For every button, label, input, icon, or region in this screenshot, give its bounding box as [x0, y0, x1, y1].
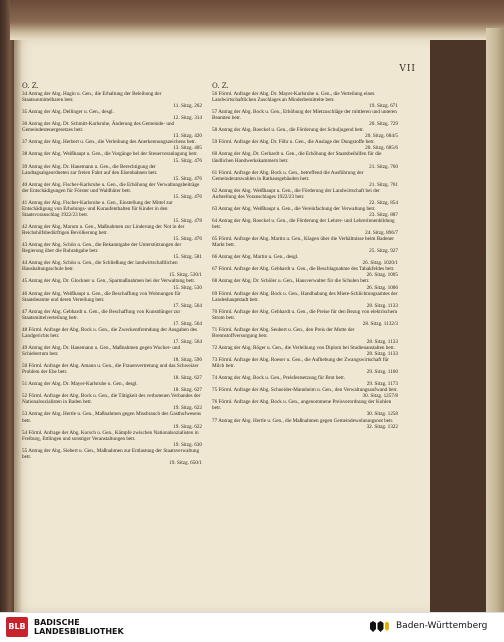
index-entry-text: 49 Antrag der Abg. Dr. Hanemann u. Gen., Maßnahmen gegen Wucher- und Schiebertum betr.: [22, 344, 181, 358]
index-entry-reference: 28. Sitzg. 1133: [366, 338, 398, 345]
index-entry-reference: 17. Sitzg. 564: [173, 302, 202, 309]
index-entry-reference: 24. Sitzg. 896/7: [365, 230, 398, 237]
book-page: [14, 40, 430, 612]
index-entry-text: 73 Förml. Anfrage der Abg. Roeser u. Gen., die Aufhebung der Zwangswirtschaft für Milch betr.: [212, 357, 389, 370]
index-entry-reference: 17. Sitzg. 564: [173, 320, 202, 327]
index-entry-text: 63 Antrag der Abg. Weißhaupt u. Gen., die Vereinfachung der Verwaltung betr.: [212, 205, 376, 212]
index-entry-text: 56 Förml. Anfrage der Abg. Dr. Mayer-Karlsruhe u. Gen., die Verteilung eines Landwirtschaftlichen Zuschlages an Minderbemittelte betr.: [212, 91, 375, 104]
column-header-right: O. Z.: [212, 82, 229, 90]
index-entry-text: 76 Förml. Anfrage der Abg. Bock u. Gen., angenommene Preisverordnung der Kohlen betr.: [212, 399, 392, 412]
column-header-left: O. Z.: [22, 82, 39, 90]
index-entry-text: 65 Förml. Anfrage der Abg. Martin u. Gen., Klagen über die Verhältnisse beim Badener Markt betr.: [212, 236, 394, 249]
index-entry-text: 35 Antrag der Abg. Dellinger u. Gen., desgl.: [22, 109, 114, 116]
index-entry: [22, 278, 202, 290]
index-entry: [212, 254, 398, 266]
index-entry-reference: 19. Sitzg. 622: [173, 423, 202, 430]
index-entry: [22, 121, 202, 139]
index-entry: [212, 375, 398, 387]
index-entry: [22, 363, 202, 381]
index-entry-text: 45 Antrag der Abg. Dr. Glockner u. Gen., Sparmaßnahmen bei der Verwaltung betr.: [22, 278, 196, 285]
index-entry-text: 77 Antrag der Abg. Hertle u. Gen., die Maßnahmen gegen Gemeindewohnungsnot betr.: [212, 417, 394, 424]
index-entry: [22, 430, 202, 448]
index-entry-text: 66 Antrag der Abg. Martin u. Gen., desgl.: [212, 254, 299, 261]
index-entry: [212, 236, 398, 254]
index-entry: [212, 357, 398, 375]
index-entry-text: 72 Antrag der Abg. Röger u. Gen., die Verleihung von Diplom bei Studienanstalten betr.: [212, 344, 395, 351]
index-entry-reference: 15. Sitzg. 581: [173, 254, 202, 261]
index-entry: [22, 448, 202, 466]
index-entry-text: 39 Antrag der Abg. Dr. Hanemann u. Gen., die Berechtigung der Landtagsabgeordneten zur freien Fahrt auf den Eisenbahnen betr.: [22, 163, 158, 176]
blb-logo-icon: BLB: [6, 617, 28, 637]
index-entry-text: 71 Förml. Anfrage der Abg. Seubert u. Gen., den Preis der Motte der Brennstoffversorgung betr.: [212, 326, 355, 339]
index-entry: [22, 200, 202, 224]
index-entry: [22, 139, 202, 151]
index-entry-reference: 26. Sitzg. 1020/1: [362, 260, 398, 267]
index-entry-text: 47 Antrag der Abg. Gebhardt u. Gen., die Beschaffung von Kunstdünger zur Staatsmittelverteilung betr.: [22, 308, 181, 321]
index-entry-text: 62 Antrag der Abg. Weißhaupt u. Gen., die Förderung der Landwirtschaft bei der Aufstellung des Voranschlages 1922/23 betr.: [212, 187, 380, 200]
index-entry-text: 69 Förml. Anfrage der Abg. Bock u. Gen., Handhabung des Miete-Schlichtungsamtes der Landeshauptstadt betr.: [212, 290, 398, 303]
index-entry-reference: 17. Sitzg. 564: [173, 338, 202, 345]
index-entry-reference: 32. Sitzg. 1322: [366, 423, 398, 430]
index-entry-reference: 11. Sitzg. 262: [173, 103, 202, 110]
index-entry-reference: 22. Sitzg. 854: [369, 199, 398, 206]
index-entry-reference: 20. Sitzg. 729: [369, 121, 398, 128]
index-entry-text: 50 Förml. Anfrage der Abg. Amann u. Gen., die Frauenvertretung und das Schweizer Problem der Ehe betr.: [22, 363, 199, 376]
index-entry: [212, 327, 398, 345]
index-entry: [22, 393, 202, 411]
index-entry-reference: 23. Sitzg. 887: [369, 211, 398, 218]
index-entry-reference: 13. Sitzg. 405: [173, 145, 202, 152]
index-entry-reference: 15. Sitzg. 478: [173, 217, 202, 224]
index-entry: [212, 91, 398, 109]
viewer-footer: [0, 612, 504, 642]
index-entry-reference: 18. Sitzg. 596: [173, 357, 202, 364]
index-entry: [212, 266, 398, 278]
index-entry-text: 38 Antrag der Abg. Weißhaupt u. Gen., die Vorgänge bei der Steuerveranlagung betr.: [22, 151, 198, 158]
index-entry-text: 34 Antrag der Abg. Hagin u. Gen., die Erhaltung der Beleihung der Staatsunmittelbaren betr.: [22, 91, 162, 104]
page-gutter-shadow: [14, 40, 22, 612]
baden-wuerttemberg-lions-icon: [368, 620, 390, 634]
index-entry-reference: 20. Sitzg. 684/5: [365, 133, 398, 140]
index-entry-text: 75 Förml. Anfrage der Abg. Schneider-Mannheim u. Gen., den Verwaltungsaufwand betr.: [212, 387, 398, 394]
index-entry: [22, 381, 202, 393]
index-entry-reference: 30. Sitzg. 1258: [366, 411, 398, 418]
index-entry-text: 44 Antrag der Abg. Schön u. Gen., die Schließung der landwirtschaftlichen Haushaltungsschule betr.: [22, 260, 178, 273]
index-entry-text: 58 Antrag der Abg. Roeckel u. Gen., die Förderung der Schuljugend betr.: [212, 127, 364, 134]
index-entry-reference: 26. Sitzg. 1006: [366, 284, 398, 291]
index-entry-reference: 18. Sitzg. 627: [173, 375, 202, 382]
index-entry-reference: 21. Sitzg. 761: [369, 181, 398, 188]
index-entry: [22, 260, 202, 278]
index-entry-reference: 26. Sitzg. 1005: [366, 272, 398, 279]
index-entry-text: 41 Antrag der Abg. Fischer-Karlsruhe u. Gen., Einstellung der Mittel zur Entschädigung von Erholungs- und Kuraufenthalten für Kinder in den Staatsvoranschlag 1922/23 betr.: [22, 199, 173, 218]
state-name: Baden-Württemberg: [396, 621, 488, 631]
index-entry: [22, 309, 202, 327]
index-entry-text: 60 Antrag der Abg. Dr. Gerhardt u. Gen., die Erhöhung der Staatsbeihilfen für die ländlichen Handwerkskammern betr.: [212, 151, 382, 164]
index-entry: [22, 109, 202, 121]
index-entry-reference: 15. Sitzg. 476: [173, 175, 202, 182]
index-entry-reference: 30. Sitzg. 1257/8: [362, 393, 398, 400]
library-name-line2: LANDESBIBLIOTHEK: [34, 627, 124, 636]
index-entry-text: 48 Förml. Anfrage der Abg. Bock u. Gen., die Zweckentfremdung der Ausgaben des Landgerichts betr.: [22, 326, 198, 339]
index-entry: [22, 151, 202, 163]
index-entry: [212, 170, 398, 188]
index-entry-text: 51 Antrag der Abg. Dr. Mayer-Karlsruhe u. Gen., desgl.: [22, 381, 138, 388]
index-entry: [22, 291, 202, 309]
index-entry-text: 53 Antrag der Abg. Hertle u. Gen., Maßnahmen gegen Missbrauch des Gasthofwesens betr.: [22, 411, 202, 424]
index-entry: [212, 218, 398, 236]
index-entry-reference: 25. Sitzg. 927: [369, 248, 398, 255]
library-name: [34, 618, 124, 636]
index-entry: [22, 242, 202, 260]
index-entry-reference: 15. Sitzg. 476: [173, 236, 202, 243]
index-entry-text: 36 Antrag der Abg. Dr. Schmitt-Karlsruhe, Änderung des Gemeinde- und Gemeindesteuergesetzes betr.: [22, 121, 175, 134]
index-entry-text: 55 Antrag der Abg. Siebert u. Gen., Maßnahmen zur Entlastung der Staatsverwaltung betr.: [22, 447, 200, 460]
index-entry-reference: 21. Sitzg. 760: [369, 163, 398, 170]
index-entry-text: 64 Antrag der Abg. Roeckel u. Gen., die Förderung der Lehrer- und Lehrerinnenbildung betr.: [212, 217, 395, 231]
index-entry-reference: 13. Sitzg. 420: [173, 133, 202, 140]
index-entry: [212, 109, 398, 127]
index-entry-text: 52 Förml. Anfrage der Abg. Bock u. Gen., die Tätigkeit des verbotenen Verbandes der Nationalsozialisten in Baden betr.: [22, 393, 201, 406]
index-entry-reference: 29. Sitzg. 1173: [366, 381, 398, 388]
index-entry-text: 68 Antrag der Abg. Dr. Schöler u. Gen., Hausverwalter für die Schulen betr.: [212, 278, 370, 285]
index-entry-reference: 19. Sitzg. 630: [173, 441, 202, 448]
index-entry: [212, 387, 398, 399]
index-entry-text: 70 Förml. Anfrage der Abg. Gebhardt u. Gen., die Preise für den Bezug von elektrischem Strom betr.: [212, 308, 398, 321]
index-entry-reference: 28. Sitzg. 1133: [366, 351, 398, 358]
index-entry-reference: 19. Sitzg. 650/1: [169, 459, 202, 466]
index-entry: [22, 164, 202, 182]
index-entry: [212, 188, 398, 206]
index-entry: [212, 206, 398, 218]
index-entry: [22, 411, 202, 429]
library-name-line1: BADISCHE: [34, 618, 80, 627]
index-entry: [22, 327, 202, 345]
index-entry: [22, 182, 202, 200]
index-entry: [22, 224, 202, 242]
book-top-edge: [10, 0, 504, 40]
index-entry: [212, 418, 398, 430]
index-entry-reference: 15. Sitzg. 530: [173, 284, 202, 291]
index-entry: [22, 91, 202, 109]
index-entry: [212, 278, 398, 290]
index-entry-reference: 19. Sitzg. 622: [173, 405, 202, 412]
book-page-edges: [486, 28, 504, 612]
index-entry-text: 54 Förml. Anfrage der Abg. Korsch u. Gen., Kämpfe zwischen Nationalsozialisten in Freiburg, Ettlingen und sonstiger Veranstaltungen betr.: [22, 429, 199, 442]
index-entry-reference: 15. Sitzg. 476: [173, 193, 202, 200]
index-entry: [212, 139, 398, 151]
index-entry-text: 40 Antrag der Abg. Fischer-Karlsruhe u. Gen., die Erhöhung der Verwaltungsbeiträge der Entschädigungen für Förster und Waldhüter betr.: [22, 181, 200, 194]
index-entry-text: 43 Antrag der Abg. Schön u. Gen., die Bekanntgabe der Unterstützungen der Regierung über die Ruhrabgabe betr.: [22, 242, 182, 255]
index-entry-text: 46 Antrag der Abg. Weißhaupt u. Gen., die Beschaffung von Wohnungen für Staatsbeamte und deren Verteilung betr.: [22, 290, 181, 303]
index-entry: [212, 291, 398, 309]
index-entry-text: 42 Antrag der Abg. Marum u. Gen., Maßnahmen zur Linderung der Not in der Reichshilfsbedürftigen Bevölkerung betr.: [22, 224, 185, 237]
index-column-right: [212, 91, 398, 430]
index-column-left: [22, 91, 202, 466]
index-entry: [212, 151, 398, 169]
index-entry: [212, 309, 398, 327]
index-entry-reference: 20. Sitzg. 685/6: [365, 145, 398, 152]
index-entry-text: 67 Förml. Anfrage der Abg. Gebhardt u. Gen., die Beschlagnahme des Tabakfeldes betr.: [212, 266, 395, 273]
index-entry: [212, 127, 398, 139]
index-entry: [212, 345, 398, 357]
index-entry-reference: 15. Sitzg. 530/1: [169, 272, 202, 279]
index-entry: [212, 399, 398, 417]
index-entry-reference: 29. Sitzg. 1160: [366, 369, 398, 376]
index-entry-reference: 28. Sitzg. 1133: [366, 302, 398, 309]
index-entry-reference: 19. Sitzg. 671: [369, 103, 398, 110]
index-entry-text: 57 Antrag der Abg. Bock u. Gen., Erhöhung der Mietzuschläge der mittleren und unteren Beamten betr.: [212, 109, 397, 122]
index-entry-reference: 18. Sitzg. 627: [173, 387, 202, 394]
index-entry-text: 74 Antrag der Abg. Bock u. Gen., Preisfestsetzung für Brot betr.: [212, 375, 345, 382]
index-entry-text: 37 Antrag der Abg. Herbert u. Gen., die Verleihung des Anerkennungszeichens betr.: [22, 139, 196, 146]
index-entry-text: 61 Förml. Anfrage der Abg. Bock u. Gen., betreffend die Ausführung der Gemeinderatswahlen in Rathausgebäuden betr.: [212, 169, 364, 182]
index-entry: [22, 345, 202, 363]
index-entry-reference: 12. Sitzg. 314: [173, 115, 202, 122]
page-number: VII: [399, 64, 416, 74]
index-entry-text: 59 Förml. Anfrage der Abg. Dr. Föhr u. Gen., die Auslage der Dungstoffe betr.: [212, 139, 375, 146]
index-entry-reference: 15. Sitzg. 476: [173, 157, 202, 164]
index-entry-reference: 28. Sitzg. 1132/3: [362, 320, 398, 327]
